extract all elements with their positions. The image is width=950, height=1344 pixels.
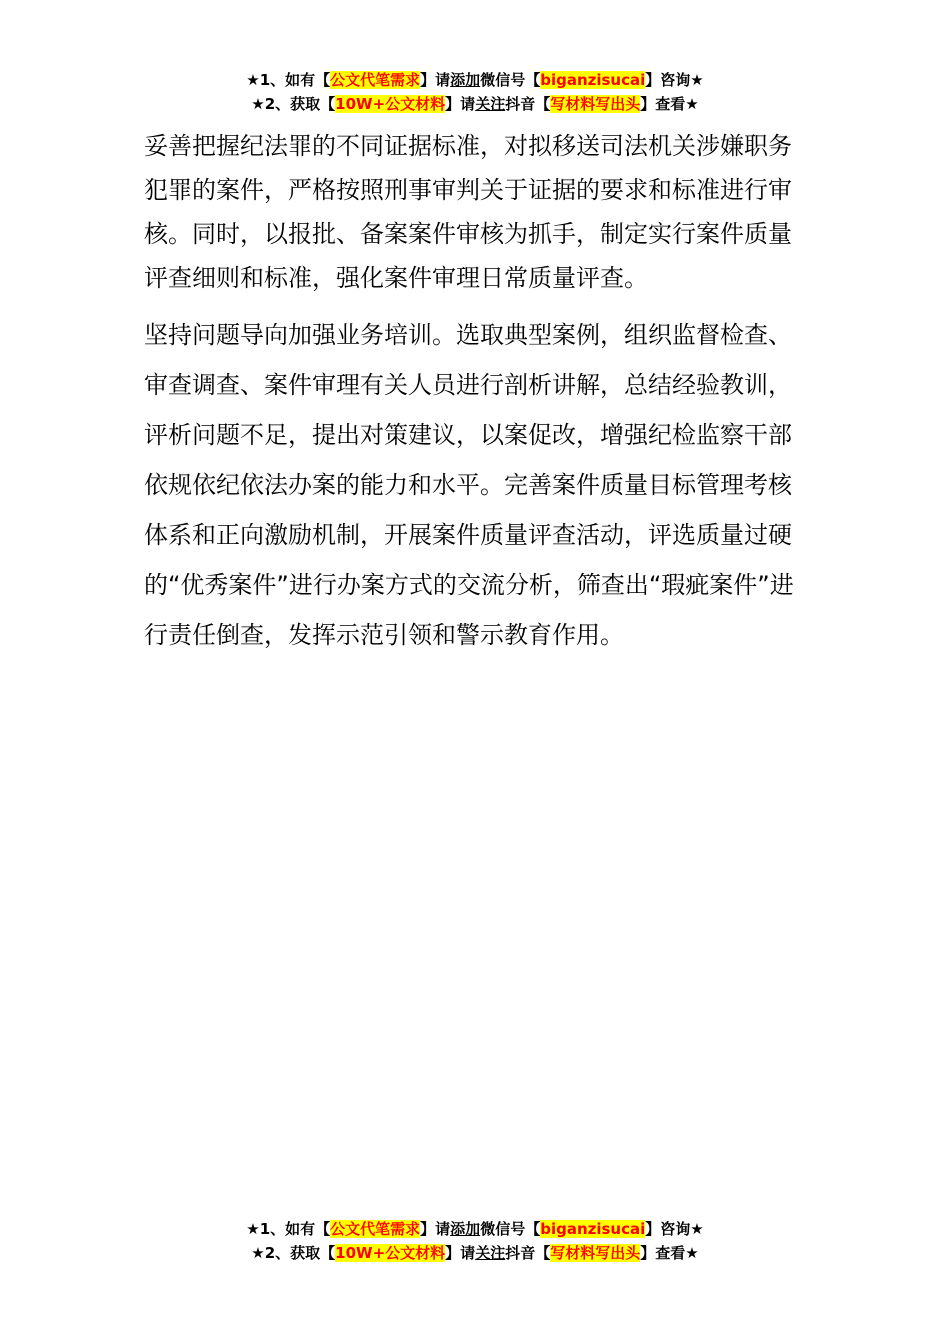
star-icon: ★: [690, 1220, 704, 1238]
document-body: [144, 124, 814, 660]
body-paragraph-2: 坚持问题导向加强业务培训。选取典型案例，组织监督检查、审查调查、案件审理有关人员进行剖析讲解，总结经验教训，评析问题不足，提出对策建议，以案促改，增强纪检监察干部依规依纪依法办案的能力和水平。完善案件质量目标管理考核体系和正向激励机制，开展案件质量评查活动，评选质量过硬的“优秀案件”进行办案方式的交流分析，筛查出“瑕疵案件”进行责任倒查，发挥示范引领和警示教育作用。: [144, 321, 794, 649]
promo-text: 2、获取【: [264, 1244, 336, 1262]
promo-text: 】请: [420, 71, 451, 89]
footer-promo-line-1: [0, 1217, 950, 1241]
promo-douyin-name: 写材料写出头: [550, 1244, 641, 1262]
promo-text: 】查看: [640, 95, 686, 113]
promo-text: 2、获取【: [264, 95, 336, 113]
promo-text: 1、如有【: [259, 1220, 331, 1238]
star-icon: ★: [246, 1220, 260, 1238]
promo-underlined: 添加: [450, 1220, 481, 1238]
promo-text: 1、如有【: [259, 71, 331, 89]
promo-highlight: 10W+公文材料: [335, 1244, 446, 1262]
promo-text: 】请: [445, 95, 476, 113]
promo-underlined: 关注: [475, 1244, 506, 1262]
promo-wechat-id: biganzisucai: [540, 1220, 646, 1238]
header-promo-line-1: [0, 68, 950, 92]
star-icon: ★: [690, 71, 704, 89]
promo-text: 】咨询: [645, 1220, 691, 1238]
promo-douyin-name: 写材料写出头: [550, 95, 641, 113]
footer-promo-line-2: [0, 1241, 950, 1265]
promo-text: 抖音【: [505, 1244, 551, 1262]
star-icon: ★: [685, 1244, 699, 1262]
header-promo: [0, 68, 950, 116]
promo-underlined: 添加: [450, 71, 481, 89]
header-promo-line-2: [0, 92, 950, 116]
star-icon: ★: [251, 95, 265, 113]
promo-text: 】请: [445, 1244, 476, 1262]
promo-highlight: 公文代笔需求: [330, 1220, 421, 1238]
star-icon: ★: [251, 1244, 265, 1262]
star-icon: ★: [685, 95, 699, 113]
body-paragraph-1: 妥善把握纪法罪的不同证据标准，对拟移送司法机关涉嫌职务犯罪的案件，严格按照刑事审判关于证据的要求和标准进行审核。同时，以报批、备案案件审核为抓手，制定实行案件质量评查细则和标准，强化案件审理日常质量评查。: [144, 132, 792, 292]
promo-highlight: 公文代笔需求: [330, 71, 421, 89]
promo-text: 】请: [420, 1220, 451, 1238]
promo-highlight: 10W+公文材料: [335, 95, 446, 113]
footer-promo: [0, 1217, 950, 1265]
promo-underlined: 关注: [475, 95, 506, 113]
promo-text: 微信号【: [480, 71, 541, 89]
promo-text: 】查看: [640, 1244, 686, 1262]
promo-text: 微信号【: [480, 1220, 541, 1238]
promo-wechat-id: biganzisucai: [540, 71, 646, 89]
promo-text: 】咨询: [645, 71, 691, 89]
star-icon: ★: [246, 71, 260, 89]
promo-text: 抖音【: [505, 95, 551, 113]
